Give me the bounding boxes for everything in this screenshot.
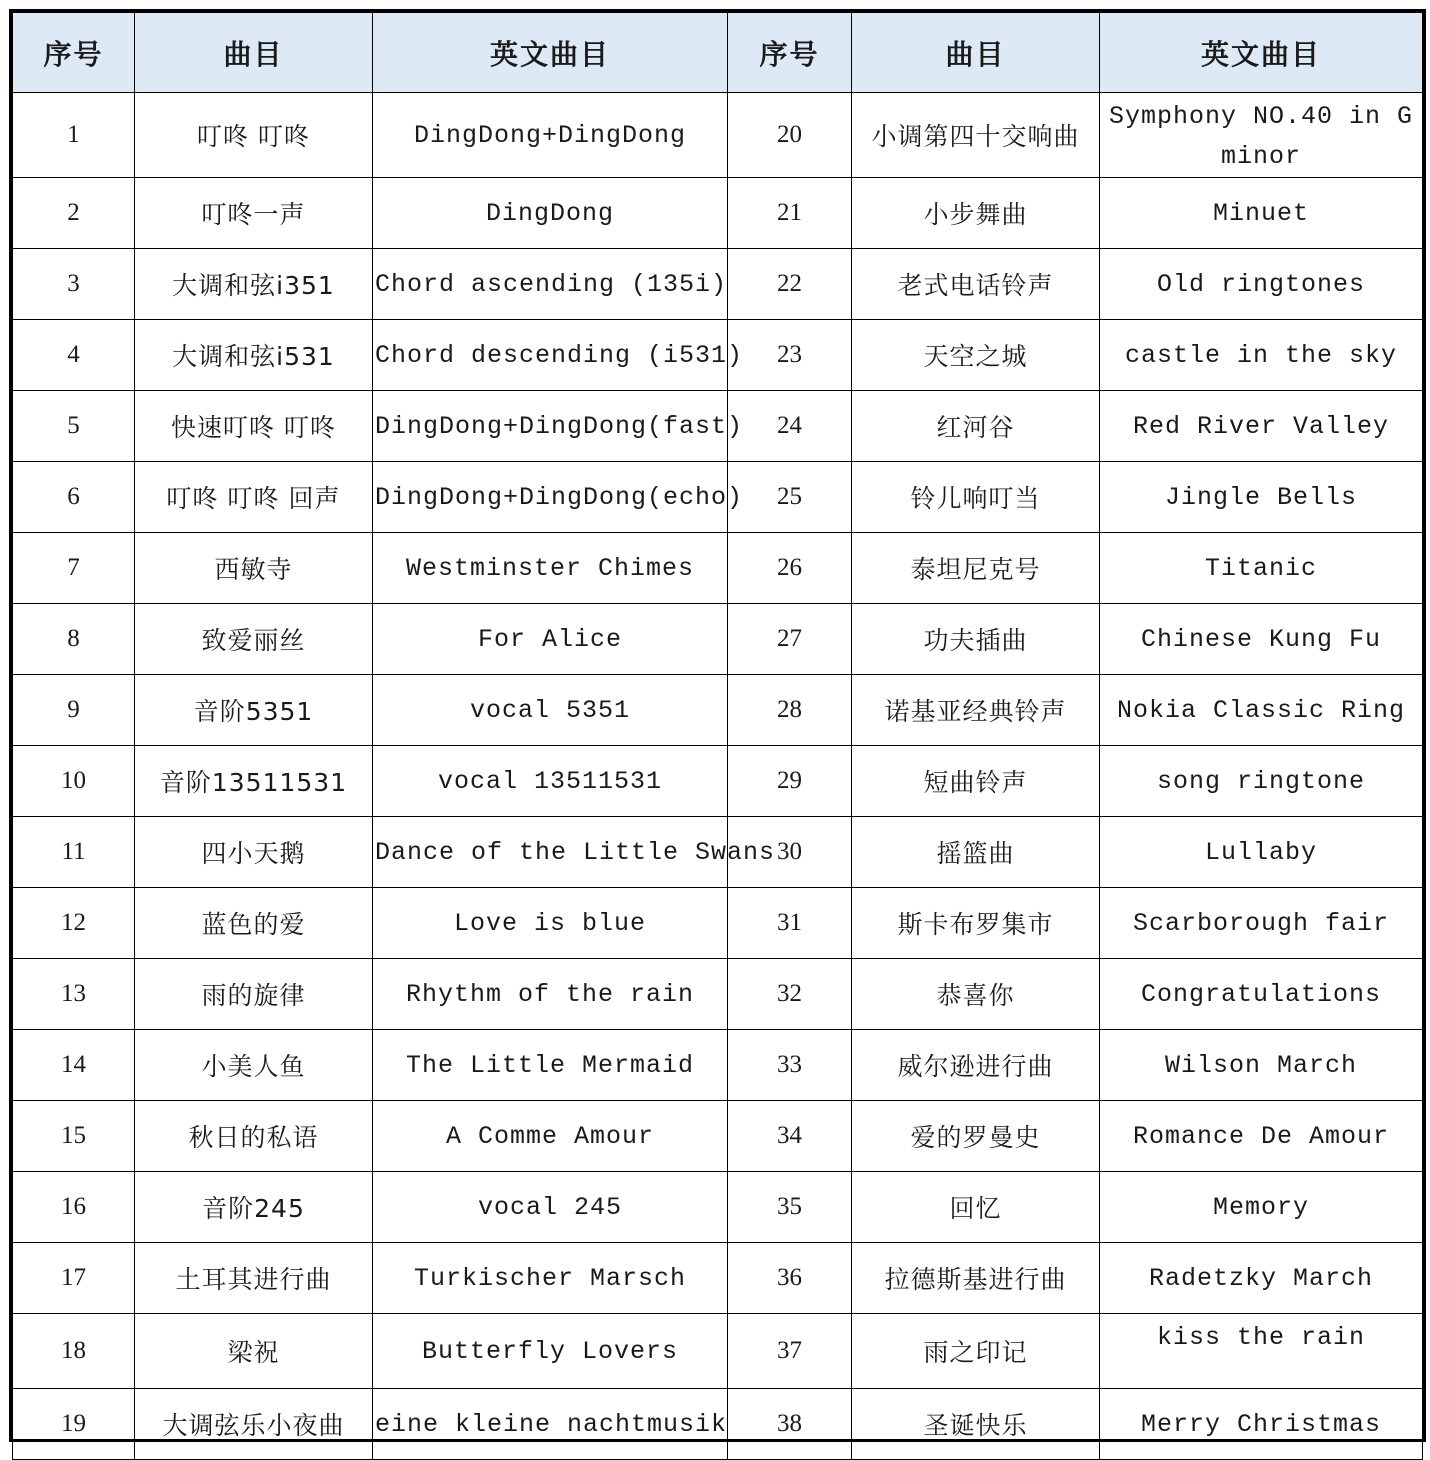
song-number: 19 [13, 1389, 135, 1460]
song-title-en: Titanic [1100, 533, 1423, 604]
song-title-cn: 摇篮曲 [852, 817, 1100, 888]
song-number: 33 [728, 1030, 852, 1101]
table-row [13, 817, 1423, 888]
song-title-en: vocal 5351 [373, 675, 728, 746]
song-number: 27 [728, 604, 852, 675]
song-number: 38 [728, 1389, 852, 1460]
table-row [13, 93, 1423, 178]
song-title-en: eine kleine nachtmusik [373, 1389, 728, 1460]
song-title-en: Old ringtones [1100, 249, 1423, 320]
song-title-en: Minuet [1100, 178, 1423, 249]
song-title-cn: 天空之城 [852, 320, 1100, 391]
song-table [12, 12, 1423, 1460]
song-number: 3 [13, 249, 135, 320]
song-title-cn: 叮咚 叮咚 [135, 93, 373, 178]
song-number: 20 [728, 93, 852, 178]
song-number: 30 [728, 817, 852, 888]
song-title-en: Scarborough fair [1100, 888, 1423, 959]
song-number: 17 [13, 1243, 135, 1314]
song-title-cn: 四小天鹅 [135, 817, 373, 888]
song-number: 16 [13, 1172, 135, 1243]
table-row [13, 178, 1423, 249]
song-number: 14 [13, 1030, 135, 1101]
song-title-en: Chord ascending (135i) [373, 249, 728, 320]
song-title-en: Congratulations [1100, 959, 1423, 1030]
song-title-cn: 音阶5351 [135, 675, 373, 746]
header-title-cn: 曲目 [135, 13, 373, 93]
header-title-en: 英文曲目 [373, 13, 728, 93]
song-title-cn: 红河谷 [852, 391, 1100, 462]
song-title-cn: 快速叮咚 叮咚 [135, 391, 373, 462]
table-row [13, 462, 1423, 533]
song-number: 9 [13, 675, 135, 746]
song-title-en: DingDong+DingDong(echo) [373, 462, 728, 533]
song-number: 29 [728, 746, 852, 817]
song-title-en: Rhythm of the rain [373, 959, 728, 1030]
song-number: 34 [728, 1101, 852, 1172]
song-title-cn: 梁祝 [135, 1314, 373, 1389]
song-title-en: song ringtone [1100, 746, 1423, 817]
header-number: 序号 [13, 13, 135, 93]
song-title-cn: 音阶13511531 [135, 746, 373, 817]
song-number: 5 [13, 391, 135, 462]
song-title-en: Merry Christmas [1100, 1389, 1423, 1460]
song-title-cn: 秋日的私语 [135, 1101, 373, 1172]
header-number-2: 序号 [728, 13, 852, 93]
song-title-cn: 功夫插曲 [852, 604, 1100, 675]
song-title-cn: 小步舞曲 [852, 178, 1100, 249]
song-number: 35 [728, 1172, 852, 1243]
song-title-en: DingDong+DingDong [373, 93, 728, 178]
song-title-cn: 蓝色的爱 [135, 888, 373, 959]
song-title-cn: 拉德斯基进行曲 [852, 1243, 1100, 1314]
table-row [13, 391, 1423, 462]
song-title-en: Lullaby [1100, 817, 1423, 888]
song-title-cn: 斯卡布罗集市 [852, 888, 1100, 959]
song-title-en: Red River Valley [1100, 391, 1423, 462]
song-number: 24 [728, 391, 852, 462]
song-title-en: Turkischer Marsch [373, 1243, 728, 1314]
song-number: 6 [13, 462, 135, 533]
song-number: 10 [13, 746, 135, 817]
song-number: 18 [13, 1314, 135, 1389]
header-row [13, 13, 1423, 93]
table-row [13, 1172, 1423, 1243]
song-title-cn: 回忆 [852, 1172, 1100, 1243]
song-title-cn: 土耳其进行曲 [135, 1243, 373, 1314]
song-title-cn: 致爱丽丝 [135, 604, 373, 675]
song-title-en: vocal 245 [373, 1172, 728, 1243]
table-row [13, 320, 1423, 391]
song-number: 2 [13, 178, 135, 249]
song-number: 7 [13, 533, 135, 604]
song-title-en: Dance of the Little Swans [373, 817, 728, 888]
song-number: 11 [13, 817, 135, 888]
song-title-en: For Alice [373, 604, 728, 675]
song-title-en: Symphony NO.40 in G minor [1100, 93, 1423, 178]
header-title-cn-2: 曲目 [852, 13, 1100, 93]
song-title-en: Chinese Kung Fu [1100, 604, 1423, 675]
song-number: 21 [728, 178, 852, 249]
song-title-cn: 圣诞快乐 [852, 1389, 1100, 1460]
song-title-en: Chord descending (i531) [373, 320, 728, 391]
song-title-en: Nokia Classic Ring [1100, 675, 1423, 746]
song-title-cn: 叮咚一声 [135, 178, 373, 249]
table-row [13, 675, 1423, 746]
song-title-en: Butterfly Lovers [373, 1314, 728, 1389]
song-title-cn: 叮咚 叮咚 回声 [135, 462, 373, 533]
table-row [13, 249, 1423, 320]
song-title-en: A Comme Amour [373, 1101, 728, 1172]
song-title-cn: 雨的旋律 [135, 959, 373, 1030]
song-number: 26 [728, 533, 852, 604]
song-title-en: Wilson March [1100, 1030, 1423, 1101]
song-title-en: Radetzky March [1100, 1243, 1423, 1314]
table-row [13, 888, 1423, 959]
song-number: 23 [728, 320, 852, 391]
song-title-cn: 音阶245 [135, 1172, 373, 1243]
song-title-cn: 威尔逊进行曲 [852, 1030, 1100, 1101]
song-list-sheet [9, 9, 1426, 1442]
song-title-cn: 爱的罗曼史 [852, 1101, 1100, 1172]
song-number: 22 [728, 249, 852, 320]
song-title-en: vocal 13511531 [373, 746, 728, 817]
table-row [13, 1030, 1423, 1101]
song-title-en: castle in the sky [1100, 320, 1423, 391]
song-title-cn: 小调第四十交响曲 [852, 93, 1100, 178]
song-rows [13, 93, 1423, 1460]
song-number: 4 [13, 320, 135, 391]
table-row [13, 1243, 1423, 1314]
song-title-en: Jingle Bells [1100, 462, 1423, 533]
header-title-en-2: 英文曲目 [1100, 13, 1423, 93]
table-row [13, 746, 1423, 817]
song-number: 8 [13, 604, 135, 675]
song-number: 32 [728, 959, 852, 1030]
song-title-en: Love is blue [373, 888, 728, 959]
table-row [13, 1314, 1423, 1389]
table-row [13, 1389, 1423, 1460]
song-title-cn: 西敏寺 [135, 533, 373, 604]
song-number: 36 [728, 1243, 852, 1314]
song-title-cn: 大调和弦i351 [135, 249, 373, 320]
song-number: 28 [728, 675, 852, 746]
song-title-cn: 短曲铃声 [852, 746, 1100, 817]
song-title-cn: 大调和弦i531 [135, 320, 373, 391]
song-title-en: Memory [1100, 1172, 1423, 1243]
song-title-cn: 诺基亚经典铃声 [852, 675, 1100, 746]
song-title-cn: 老式电话铃声 [852, 249, 1100, 320]
song-number: 37 [728, 1314, 852, 1389]
table-row [13, 533, 1423, 604]
song-number: 15 [13, 1101, 135, 1172]
song-title-en: Westminster Chimes [373, 533, 728, 604]
song-title-en: DingDong [373, 178, 728, 249]
song-title-cn: 小美人鱼 [135, 1030, 373, 1101]
table-row [13, 604, 1423, 675]
song-number: 31 [728, 888, 852, 959]
song-title-cn: 铃儿响叮当 [852, 462, 1100, 533]
song-title-en: DingDong+DingDong(fast) [373, 391, 728, 462]
table-row [13, 959, 1423, 1030]
table-row [13, 1101, 1423, 1172]
song-title-cn: 泰坦尼克号 [852, 533, 1100, 604]
song-number: 25 [728, 462, 852, 533]
song-title-cn: 大调弦乐小夜曲 [135, 1389, 373, 1460]
song-title-cn: 恭喜你 [852, 959, 1100, 1030]
song-number: 1 [13, 93, 135, 178]
song-title-en: kiss the rain [1100, 1314, 1423, 1389]
song-number: 13 [13, 959, 135, 1030]
song-title-en: Romance De Amour [1100, 1101, 1423, 1172]
song-title-en: The Little Mermaid [373, 1030, 728, 1101]
song-number: 12 [13, 888, 135, 959]
song-title-cn: 雨之印记 [852, 1314, 1100, 1389]
